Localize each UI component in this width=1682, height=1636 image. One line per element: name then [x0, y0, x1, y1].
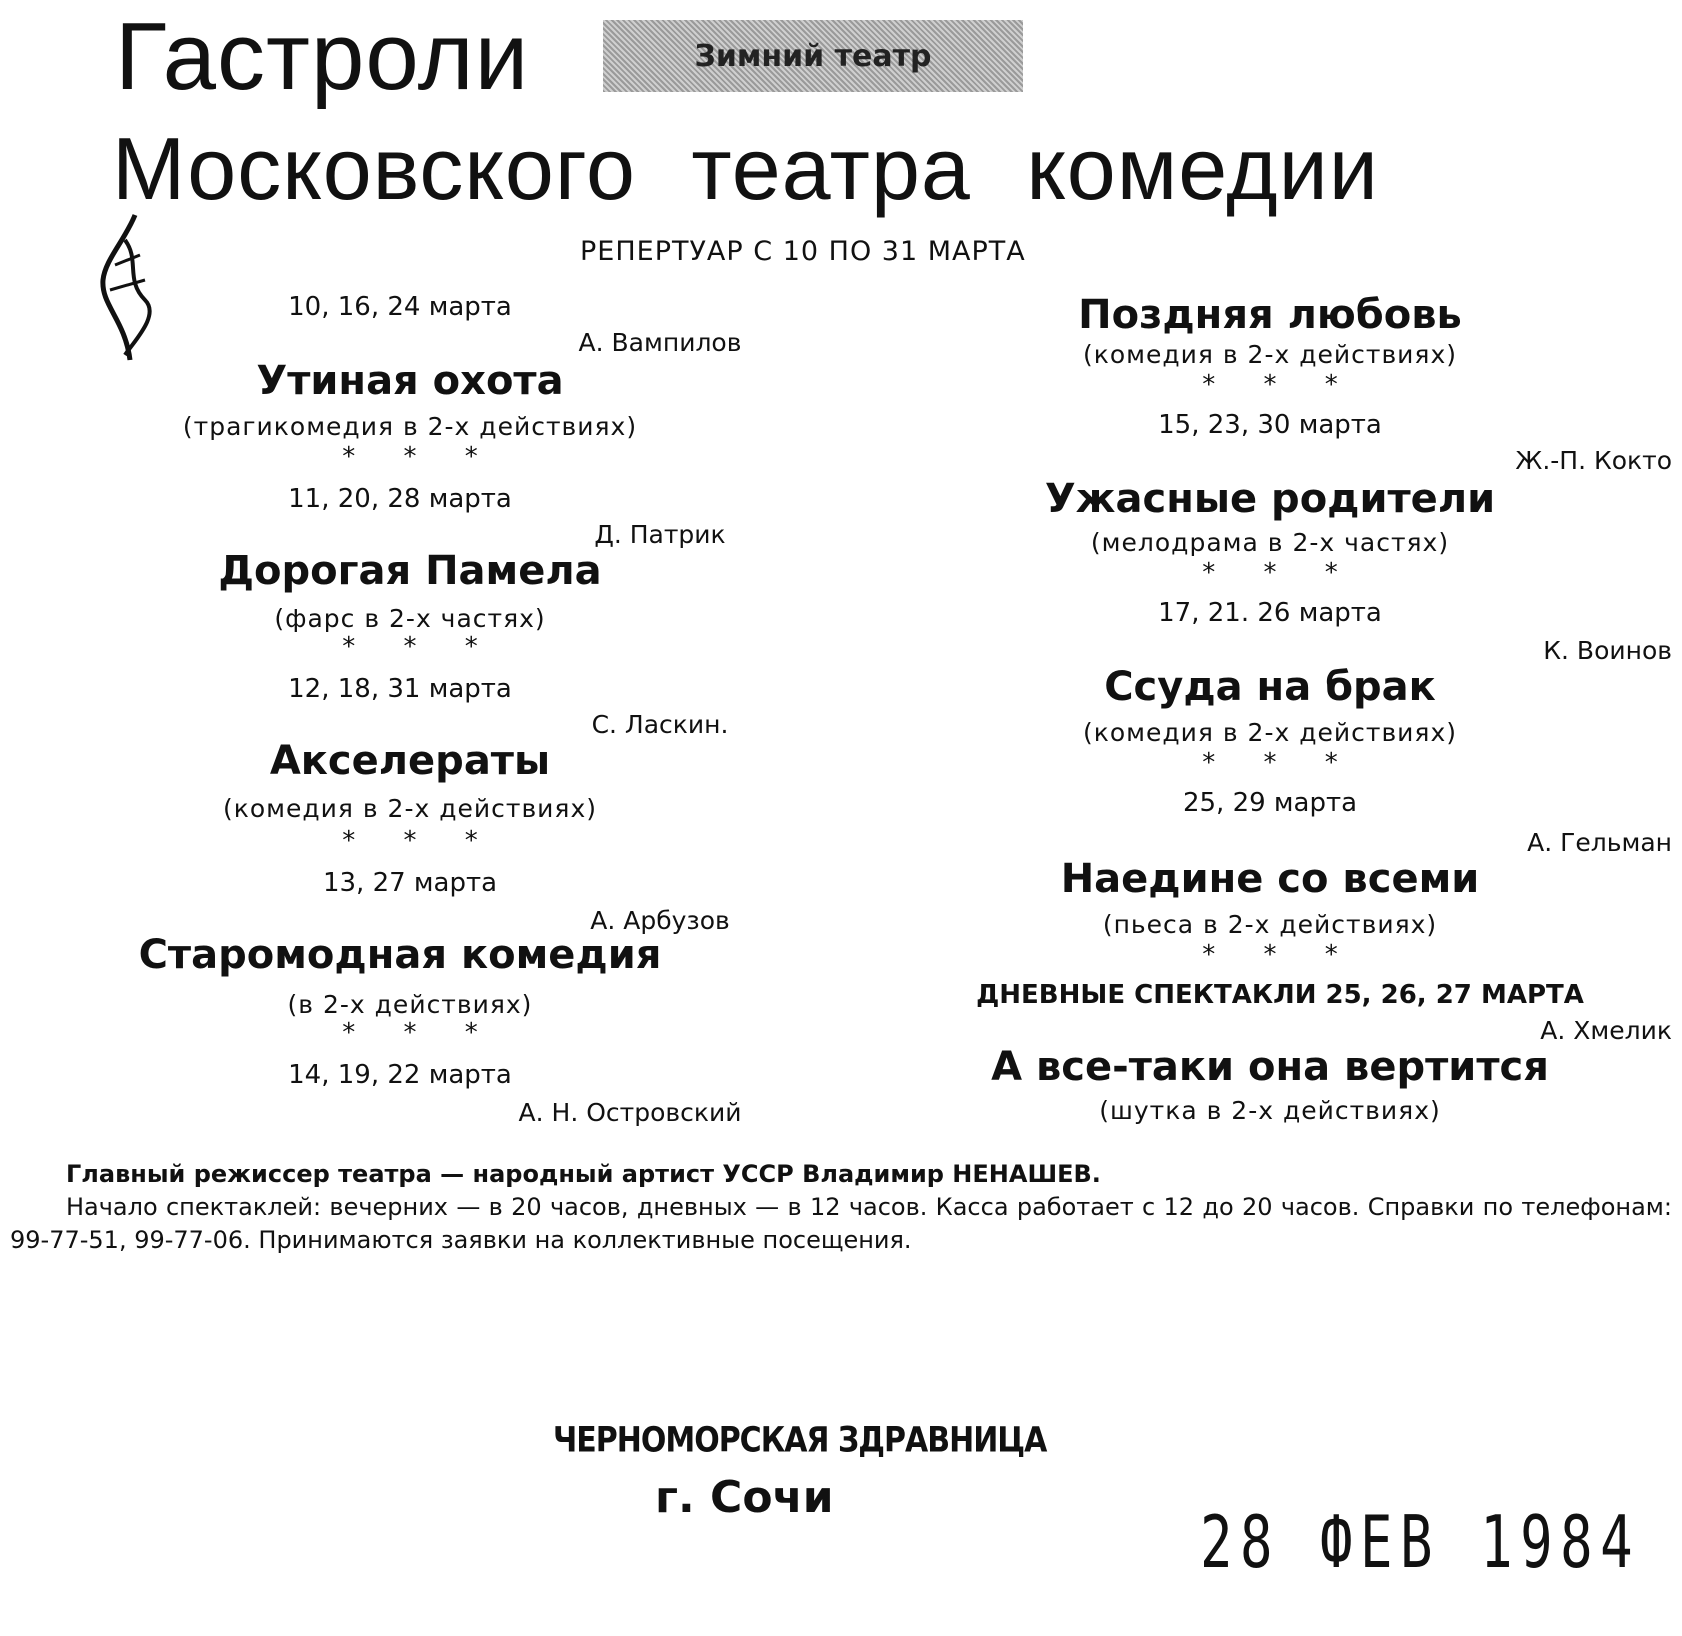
separator-stars: * * * [1202, 370, 1338, 400]
schedule-info: Начало спектаклей: вечерних — в 20 часов, дневных — в 12 часов. Касса работает с 12 до 20 часов. Справки по телефонам: 99-77-51, 99-77-06. Принимаются заявки на коллективные посещения. [10, 1193, 1672, 1254]
play-author: А. Гельман [1527, 828, 1672, 857]
play-author: К. Воинов [1543, 636, 1672, 665]
play-dates: 12, 18, 31 марта [288, 674, 512, 704]
play-genre: (пьеса в 2-х действиях) [1102, 910, 1438, 939]
newspaper-stamp-name: ЧЕРНОМОРСКАЯ ЗДРАВНИЦА [553, 1420, 1047, 1461]
play-genre: (в 2-х действиях) [287, 990, 533, 1019]
title-line-1: Гастроли [115, 3, 530, 110]
separator-stars: * * * [342, 442, 478, 472]
play-genre: (комедия в 2-х действиях) [1082, 718, 1458, 747]
play-title: Ужасные родители [1044, 476, 1496, 522]
play-dates: 14, 19, 22 марта [288, 1060, 512, 1090]
play-title: Наедине со всеми [1060, 856, 1480, 902]
play-author: С. Ласкин. [591, 710, 729, 739]
play-title: А все-таки она вертится [991, 1044, 1549, 1090]
venue-badge [603, 20, 1023, 92]
separator-stars: * * * [342, 1018, 478, 1048]
play-genre: (шутка в 2-х действиях) [1099, 1096, 1441, 1125]
play-dates: 11, 20, 28 марта [288, 484, 512, 514]
play-dates: 13, 27 марта [322, 868, 498, 898]
play-dates: 10, 16, 24 марта [288, 292, 512, 322]
play-author: А. Арбузов [590, 906, 730, 935]
play-genre: (комедия в 2-х действиях) [1082, 340, 1458, 369]
play-title: Старомодная комедия [138, 932, 662, 978]
footer-notes [10, 1158, 1672, 1257]
separator-stars: * * * [342, 632, 478, 662]
venue-badge-label: Зимний театр [694, 38, 932, 74]
repertoire-subtitle: РЕПЕРТУАР С 10 ПО 31 МАРТА [580, 236, 1026, 267]
separator-stars: * * * [342, 826, 478, 856]
play-author: Д. Патрик [594, 520, 726, 549]
play-author: А. Хмелик [1540, 1016, 1672, 1045]
play-title: Утиная охота [256, 358, 564, 404]
play-genre: (трагикомедия в 2-х действиях) [182, 412, 638, 441]
play-title: Акселераты [269, 738, 551, 784]
play-genre: (комедия в 2-х действиях) [222, 794, 598, 823]
play-genre: (фарс в 2-х частях) [274, 604, 546, 633]
play-author: А. Вампилов [578, 328, 742, 357]
play-dates: 17, 21. 26 марта [1158, 598, 1382, 628]
theater-mask-logo-icon [95, 210, 175, 370]
play-title: Поздняя любовь [1078, 292, 1462, 338]
chief-director-line: Главный режиссер театра — народный артист УССР Владимир НЕНАШЕВ. [66, 1160, 1101, 1188]
newspaper-stamp-city: г. Сочи [655, 1472, 834, 1523]
separator-stars: * * * [1202, 940, 1338, 970]
separator-stars: * * * [1202, 748, 1338, 778]
play-genre: (мелодрама в 2-х частях) [1090, 528, 1450, 557]
play-dates: 15, 23, 30 марта [1158, 410, 1382, 440]
title-line-2: Московского театра комедии [112, 119, 1379, 218]
play-dates: 25, 29 марта [1182, 788, 1358, 818]
play-title: Ссуда на брак [1104, 664, 1436, 710]
separator-stars: * * * [1202, 558, 1338, 588]
play-author: Ж.-П. Кокто [1515, 446, 1672, 475]
play-title: Дорогая Памела [218, 548, 602, 594]
matinee-dates: ДНЕВНЫЕ СПЕКТАКЛИ 25, 26, 27 МАРТА [976, 980, 1584, 1010]
date-stamp: 28 ФЕВ 1984 [1200, 1500, 1641, 1584]
play-author: А. Н. Островский [518, 1098, 742, 1127]
